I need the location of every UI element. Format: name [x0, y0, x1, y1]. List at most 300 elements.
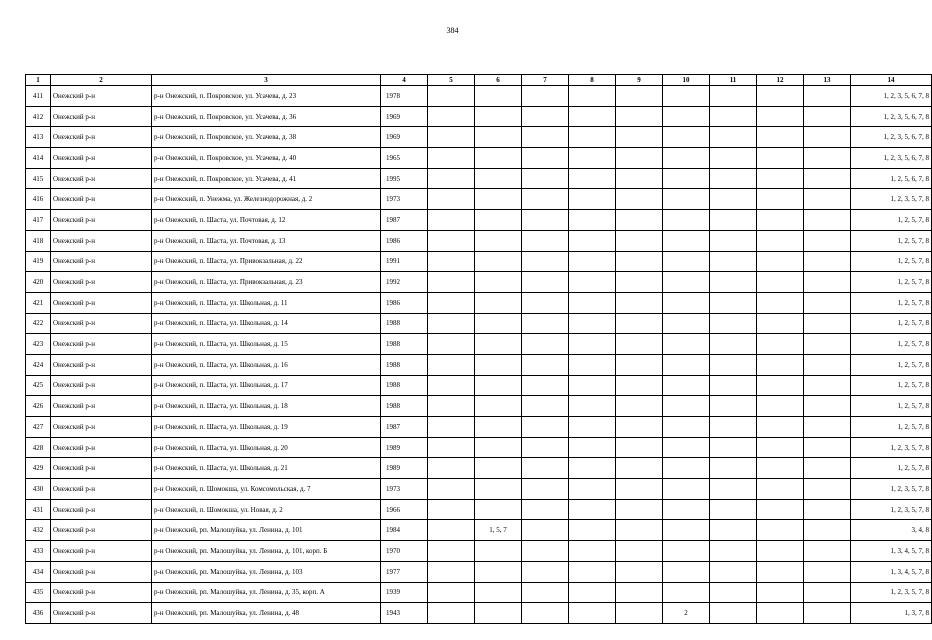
col14-cell: 1, 2, 3, 5, 7, 8: [851, 437, 932, 458]
col6-cell: [475, 499, 522, 520]
col10-cell: [663, 292, 710, 313]
col12-cell: [757, 417, 804, 438]
col7-cell: [522, 230, 569, 251]
col14-cell: 1, 2, 5, 7, 8: [851, 458, 932, 479]
column-header: 1: [26, 75, 51, 86]
col7-cell: [522, 561, 569, 582]
col13-cell: [804, 437, 851, 458]
col5-cell: [428, 127, 475, 148]
col12-cell: [757, 313, 804, 334]
col7-cell: [522, 148, 569, 169]
column-header: 4: [381, 75, 428, 86]
col12-cell: [757, 541, 804, 562]
row-number-cell: 418: [26, 230, 51, 251]
col6-cell: [475, 189, 522, 210]
row-number-cell: 424: [26, 354, 51, 375]
year-cell: 1977: [381, 561, 428, 582]
row-number-cell: 417: [26, 210, 51, 231]
col13-cell: [804, 272, 851, 293]
col5-cell: [428, 603, 475, 624]
district-cell: Онежский р-н: [51, 251, 152, 272]
col5-cell: [428, 541, 475, 562]
col7-cell: [522, 86, 569, 107]
year-cell: 1988: [381, 313, 428, 334]
col7-cell: [522, 499, 569, 520]
year-cell: 1966: [381, 499, 428, 520]
table-row: [26, 396, 932, 417]
col9-cell: [616, 313, 663, 334]
col8-cell: [569, 86, 616, 107]
col8-cell: [569, 334, 616, 355]
col6-cell: [475, 168, 522, 189]
year-cell: 1991: [381, 251, 428, 272]
district-cell: Онежский р-н: [51, 458, 152, 479]
district-cell: Онежский р-н: [51, 168, 152, 189]
col12-cell: [757, 582, 804, 603]
col12-cell: [757, 561, 804, 582]
col13-cell: [804, 458, 851, 479]
col11-cell: [710, 230, 757, 251]
col12-cell: [757, 334, 804, 355]
row-number-cell: 413: [26, 127, 51, 148]
col14-cell: 1, 2, 5, 7, 8: [851, 272, 932, 293]
col12-cell: [757, 168, 804, 189]
address-cell: р-н Онежский, п. Покровское, ул. Усачева, д. 41: [152, 168, 381, 189]
column-header: 9: [616, 75, 663, 86]
address-cell: р-н Онежский, рп. Малошуйка, ул. Ленина, д. 101: [152, 520, 381, 541]
col10-cell: [663, 479, 710, 500]
district-cell: Онежский р-н: [51, 313, 152, 334]
col6-cell: [475, 354, 522, 375]
address-cell: р-н Онежский, п. Покровское, ул. Усачева, д. 36: [152, 106, 381, 127]
col8-cell: [569, 313, 616, 334]
col7-cell: [522, 603, 569, 624]
col9-cell: [616, 396, 663, 417]
col14-cell: 1, 2, 5, 7, 8: [851, 292, 932, 313]
district-cell: Онежский р-н: [51, 437, 152, 458]
col8-cell: [569, 354, 616, 375]
col7-cell: [522, 272, 569, 293]
col9-cell: [616, 499, 663, 520]
table-row: [26, 417, 932, 438]
col6-cell: 1, 5, 7: [475, 520, 522, 541]
column-header: 3: [152, 75, 381, 86]
table-row: [26, 292, 932, 313]
col5-cell: [428, 479, 475, 500]
col7-cell: [522, 396, 569, 417]
col9-cell: [616, 127, 663, 148]
col12-cell: [757, 127, 804, 148]
col5-cell: [428, 189, 475, 210]
col10-cell: [663, 417, 710, 438]
table-row: [26, 210, 932, 231]
col12-cell: [757, 354, 804, 375]
col11-cell: [710, 168, 757, 189]
district-cell: Онежский р-н: [51, 479, 152, 500]
row-number-cell: 420: [26, 272, 51, 293]
col11-cell: [710, 189, 757, 210]
table-row: [26, 541, 932, 562]
col6-cell: [475, 561, 522, 582]
col13-cell: [804, 375, 851, 396]
col10-cell: [663, 499, 710, 520]
col9-cell: [616, 417, 663, 438]
col7-cell: [522, 313, 569, 334]
col11-cell: [710, 561, 757, 582]
col9-cell: [616, 354, 663, 375]
col6-cell: [475, 292, 522, 313]
table-row: [26, 561, 932, 582]
district-cell: Онежский р-н: [51, 230, 152, 251]
col13-cell: [804, 148, 851, 169]
col13-cell: [804, 168, 851, 189]
col8-cell: [569, 148, 616, 169]
table-row: [26, 272, 932, 293]
col13-cell: [804, 106, 851, 127]
col10-cell: [663, 520, 710, 541]
address-cell: р-н Онежский, п. Шаста, ул. Привокзальная, д. 22: [152, 251, 381, 272]
col8-cell: [569, 479, 616, 500]
col8-cell: [569, 272, 616, 293]
address-cell: р-н Онежский, п. Шомокша, ул. Новая, д. 2: [152, 499, 381, 520]
col6-cell: [475, 334, 522, 355]
col8-cell: [569, 189, 616, 210]
district-cell: Онежский р-н: [51, 582, 152, 603]
col5-cell: [428, 499, 475, 520]
column-header: 12: [757, 75, 804, 86]
col10-cell: [663, 458, 710, 479]
col5-cell: [428, 292, 475, 313]
row-number-cell: 429: [26, 458, 51, 479]
col10-cell: [663, 396, 710, 417]
table-row: [26, 313, 932, 334]
col8-cell: [569, 210, 616, 231]
table-row: [26, 230, 932, 251]
col5-cell: [428, 417, 475, 438]
col14-cell: 1, 2, 3, 5, 7, 8: [851, 582, 932, 603]
row-number-cell: 425: [26, 375, 51, 396]
col10-cell: [663, 582, 710, 603]
col13-cell: [804, 127, 851, 148]
column-header: 5: [428, 75, 475, 86]
col11-cell: [710, 375, 757, 396]
row-number-cell: 436: [26, 603, 51, 624]
col10-cell: [663, 272, 710, 293]
address-cell: р-н Онежский, п. Шаста, ул. Школьная, д. 17: [152, 375, 381, 396]
col8-cell: [569, 417, 616, 438]
col11-cell: [710, 541, 757, 562]
column-header: 8: [569, 75, 616, 86]
column-header: 10: [663, 75, 710, 86]
year-cell: 1989: [381, 458, 428, 479]
col13-cell: [804, 417, 851, 438]
row-number-cell: 412: [26, 106, 51, 127]
district-cell: Онежский р-н: [51, 417, 152, 438]
col6-cell: [475, 458, 522, 479]
col14-cell: 1, 2, 5, 7, 8: [851, 230, 932, 251]
col14-cell: 1, 2, 5, 7, 8: [851, 396, 932, 417]
year-cell: 1988: [381, 375, 428, 396]
row-number-cell: 415: [26, 168, 51, 189]
row-number-cell: 431: [26, 499, 51, 520]
col14-cell: 1, 2, 3, 5, 7, 8: [851, 479, 932, 500]
col7-cell: [522, 354, 569, 375]
col14-cell: 1, 3, 7, 8: [851, 603, 932, 624]
col14-cell: 1, 2, 3, 5, 7, 8: [851, 189, 932, 210]
table-row: [26, 375, 932, 396]
col11-cell: [710, 417, 757, 438]
year-cell: 1939: [381, 582, 428, 603]
col8-cell: [569, 582, 616, 603]
row-number-cell: 419: [26, 251, 51, 272]
col8-cell: [569, 127, 616, 148]
col10-cell: [663, 127, 710, 148]
col9-cell: [616, 603, 663, 624]
col13-cell: [804, 292, 851, 313]
col6-cell: [475, 437, 522, 458]
col10-cell: [663, 561, 710, 582]
year-cell: 1969: [381, 106, 428, 127]
col14-cell: 1, 2, 5, 7, 8: [851, 313, 932, 334]
district-cell: Онежский р-н: [51, 272, 152, 293]
row-number-cell: 428: [26, 437, 51, 458]
col12-cell: [757, 292, 804, 313]
table-row: [26, 437, 932, 458]
page-number: 384: [446, 26, 459, 35]
col10-cell: [663, 106, 710, 127]
address-cell: р-н Онежский, рп. Малошуйка, ул. Ленина, д. 101, корп. Б: [152, 541, 381, 562]
col14-cell: 1, 3, 4, 5, 7, 8: [851, 541, 932, 562]
col5-cell: [428, 561, 475, 582]
address-cell: р-н Онежский, п. Шаста, ул. Школьная, д. 11: [152, 292, 381, 313]
col14-cell: 1, 2, 3, 5, 6, 7, 8: [851, 127, 932, 148]
year-cell: 1986: [381, 292, 428, 313]
col13-cell: [804, 210, 851, 231]
row-number-cell: 411: [26, 86, 51, 107]
col8-cell: [569, 520, 616, 541]
col14-cell: 1, 2, 5, 7, 8: [851, 417, 932, 438]
district-cell: Онежский р-н: [51, 148, 152, 169]
col8-cell: [569, 603, 616, 624]
table-row: [26, 603, 932, 624]
col6-cell: [475, 272, 522, 293]
district-cell: Онежский р-н: [51, 499, 152, 520]
table-row: [26, 499, 932, 520]
column-header: 14: [851, 75, 932, 86]
col14-cell: 1, 2, 5, 7, 8: [851, 334, 932, 355]
address-cell: р-н Онежский, п. Шаста, ул. Почтовая, д. 13: [152, 230, 381, 251]
year-cell: 1987: [381, 210, 428, 231]
year-cell: 1984: [381, 520, 428, 541]
col10-cell: [663, 541, 710, 562]
col7-cell: [522, 106, 569, 127]
address-cell: р-н Онежский, п. Шаста, ул. Почтовая, д. 12: [152, 210, 381, 231]
col10-cell: [663, 354, 710, 375]
year-cell: 1970: [381, 541, 428, 562]
col11-cell: [710, 127, 757, 148]
col7-cell: [522, 168, 569, 189]
table-row: [26, 86, 932, 107]
table-row: [26, 127, 932, 148]
col11-cell: [710, 106, 757, 127]
col13-cell: [804, 230, 851, 251]
district-cell: Онежский р-н: [51, 334, 152, 355]
col7-cell: [522, 458, 569, 479]
col9-cell: [616, 86, 663, 107]
address-cell: р-н Онежский, п. Шаста, ул. Школьная, д. 18: [152, 396, 381, 417]
col6-cell: [475, 106, 522, 127]
row-number-cell: 423: [26, 334, 51, 355]
col14-cell: 3, 4, 8: [851, 520, 932, 541]
column-header: 11: [710, 75, 757, 86]
col12-cell: [757, 272, 804, 293]
housing-registry-table: [25, 74, 932, 624]
col9-cell: [616, 458, 663, 479]
col5-cell: [428, 437, 475, 458]
col9-cell: [616, 168, 663, 189]
col10-cell: [663, 148, 710, 169]
table-row: [26, 189, 932, 210]
col7-cell: [522, 479, 569, 500]
col5-cell: [428, 334, 475, 355]
year-cell: 1988: [381, 334, 428, 355]
col6-cell: [475, 313, 522, 334]
col13-cell: [804, 251, 851, 272]
col10-cell: [663, 230, 710, 251]
col12-cell: [757, 499, 804, 520]
address-cell: р-н Онежский, рп. Малошуйка, ул. Ленина, д. 48: [152, 603, 381, 624]
district-cell: Онежский р-н: [51, 210, 152, 231]
table-body: [26, 86, 932, 624]
col9-cell: [616, 292, 663, 313]
column-header: 6: [475, 75, 522, 86]
col13-cell: [804, 561, 851, 582]
col6-cell: [475, 230, 522, 251]
table-row: [26, 520, 932, 541]
col13-cell: [804, 541, 851, 562]
col12-cell: [757, 396, 804, 417]
col5-cell: [428, 582, 475, 603]
col6-cell: [475, 375, 522, 396]
col14-cell: 1, 2, 3, 5, 6, 7, 8: [851, 86, 932, 107]
col10-cell: [663, 168, 710, 189]
col5-cell: [428, 458, 475, 479]
address-cell: р-н Онежский, п. Покровское, ул. Усачева, д. 23: [152, 86, 381, 107]
col13-cell: [804, 313, 851, 334]
col6-cell: [475, 86, 522, 107]
col13-cell: [804, 603, 851, 624]
col9-cell: [616, 375, 663, 396]
col13-cell: [804, 479, 851, 500]
col7-cell: [522, 251, 569, 272]
district-cell: Онежский р-н: [51, 396, 152, 417]
col5-cell: [428, 354, 475, 375]
row-number-cell: 433: [26, 541, 51, 562]
row-number-cell: 421: [26, 292, 51, 313]
table-row: [26, 458, 932, 479]
col9-cell: [616, 272, 663, 293]
row-number-cell: 432: [26, 520, 51, 541]
col13-cell: [804, 520, 851, 541]
col6-cell: [475, 127, 522, 148]
col5-cell: [428, 168, 475, 189]
col11-cell: [710, 354, 757, 375]
district-cell: Онежский р-н: [51, 86, 152, 107]
col9-cell: [616, 210, 663, 231]
year-cell: 1978: [381, 86, 428, 107]
district-cell: Онежский р-н: [51, 603, 152, 624]
col8-cell: [569, 168, 616, 189]
year-cell: 1988: [381, 396, 428, 417]
address-cell: р-н Онежский, п. Шаста, ул. Школьная, д. 21: [152, 458, 381, 479]
col10-cell: [663, 375, 710, 396]
district-cell: Онежский р-н: [51, 106, 152, 127]
row-number-cell: 426: [26, 396, 51, 417]
table-row: [26, 334, 932, 355]
col10-cell: [663, 334, 710, 355]
col14-cell: 1, 2, 5, 7, 8: [851, 354, 932, 375]
col8-cell: [569, 396, 616, 417]
col8-cell: [569, 230, 616, 251]
district-cell: Онежский р-н: [51, 561, 152, 582]
table-row: [26, 354, 932, 375]
col7-cell: [522, 417, 569, 438]
col11-cell: [710, 210, 757, 231]
address-cell: р-н Онежский, п. Шаста, ул. Привокзальная, д. 23: [152, 272, 381, 293]
col12-cell: [757, 189, 804, 210]
col14-cell: 1, 2, 3, 5, 6, 7, 8: [851, 148, 932, 169]
col11-cell: [710, 313, 757, 334]
col9-cell: [616, 561, 663, 582]
column-header: 13: [804, 75, 851, 86]
col9-cell: [616, 541, 663, 562]
col6-cell: [475, 210, 522, 231]
address-cell: р-н Онежский, п. Шомокша, ул. Комсомольская, д. 7: [152, 479, 381, 500]
row-number-cell: 422: [26, 313, 51, 334]
address-cell: р-н Онежский, рп. Малошуйка, ул. Ленина, д. 103: [152, 561, 381, 582]
col11-cell: [710, 148, 757, 169]
year-cell: 1987: [381, 417, 428, 438]
year-cell: 1992: [381, 272, 428, 293]
col8-cell: [569, 292, 616, 313]
col8-cell: [569, 106, 616, 127]
col7-cell: [522, 189, 569, 210]
year-cell: 1986: [381, 230, 428, 251]
row-number-cell: 435: [26, 582, 51, 603]
column-header: 2: [51, 75, 152, 86]
col10-cell: [663, 189, 710, 210]
col14-cell: 1, 3, 4, 5, 7, 8: [851, 561, 932, 582]
col5-cell: [428, 313, 475, 334]
year-cell: 1965: [381, 148, 428, 169]
year-cell: 1973: [381, 189, 428, 210]
col5-cell: [428, 230, 475, 251]
address-cell: р-н Онежский, п. Шаста, ул. Школьная, д. 19: [152, 417, 381, 438]
col12-cell: [757, 458, 804, 479]
district-cell: Онежский р-н: [51, 375, 152, 396]
col12-cell: [757, 210, 804, 231]
col9-cell: [616, 582, 663, 603]
col5-cell: [428, 396, 475, 417]
col5-cell: [428, 272, 475, 293]
col12-cell: [757, 375, 804, 396]
col8-cell: [569, 251, 616, 272]
col11-cell: [710, 499, 757, 520]
col9-cell: [616, 148, 663, 169]
address-cell: р-н Онежский, п. Шаста, ул. Школьная, д. 16: [152, 354, 381, 375]
col7-cell: [522, 210, 569, 231]
col8-cell: [569, 561, 616, 582]
